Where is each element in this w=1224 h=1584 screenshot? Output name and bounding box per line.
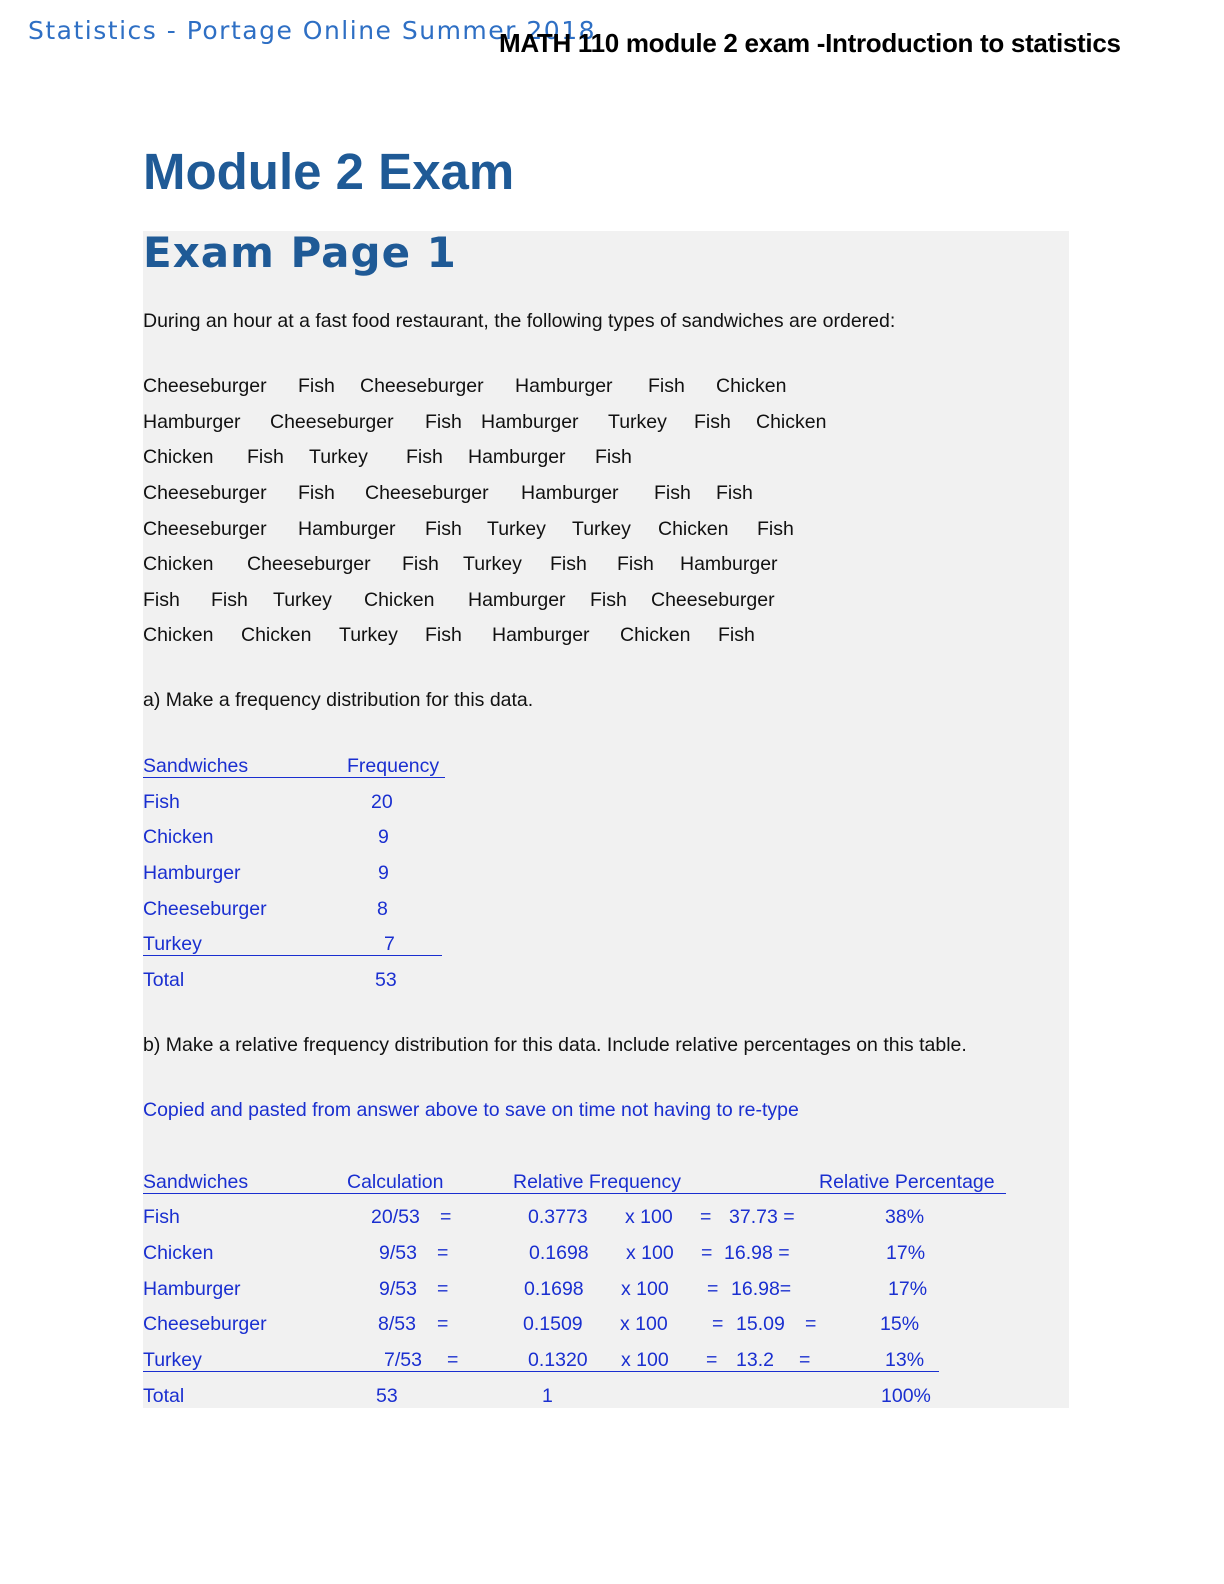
order-item: Hamburger (521, 482, 619, 504)
order-item: Hamburger (143, 411, 241, 433)
order-item: Turkey (463, 553, 522, 575)
table-cell: = (707, 1278, 719, 1300)
order-item: Cheeseburger (143, 375, 267, 397)
order-item: Chicken (143, 553, 214, 575)
table-cell: 37.73 = (729, 1206, 795, 1228)
table-cell: Total (143, 969, 185, 991)
table-cell: 16.98 = (724, 1242, 790, 1264)
table-cell: = (437, 1242, 449, 1264)
order-item: Chicken (364, 589, 435, 611)
table-cell: Hamburger (143, 1278, 241, 1300)
table-cell: Chicken (143, 826, 214, 848)
row-underline (143, 1371, 939, 1372)
table-cell: Fish (143, 791, 180, 813)
table-cell: Turkey (143, 933, 202, 955)
table-cell: 1 (542, 1385, 553, 1407)
answer-note: Copied and pasted from answer above to save on time not having to re-type (143, 1099, 799, 1121)
table-cell: 13.2 (736, 1349, 774, 1371)
table-cell: x 100 (620, 1313, 668, 1335)
table-cell: 9 (378, 826, 389, 848)
order-item: Fish (298, 482, 335, 504)
table-cell: 0.3773 (528, 1206, 588, 1228)
order-item: Cheeseburger (143, 518, 267, 540)
order-item: Turkey (572, 518, 631, 540)
table-cell: 9/53 (379, 1242, 417, 1264)
table-cell: 100% (881, 1385, 931, 1407)
order-item: Hamburger (468, 446, 566, 468)
order-item: Fish (425, 518, 462, 540)
order-item: Hamburger (515, 375, 613, 397)
order-item: Turkey (339, 624, 398, 646)
table-cell: Total (143, 1385, 185, 1407)
table-cell: 15% (880, 1313, 920, 1335)
table-cell: Chicken (143, 1242, 214, 1264)
order-item: Chicken (143, 446, 214, 468)
table-cell: 0.1698 (529, 1242, 589, 1264)
table-cell: 17% (886, 1242, 926, 1264)
order-item: Chicken (143, 624, 214, 646)
table-cell: = (437, 1278, 449, 1300)
column-header: Relative Frequency (513, 1171, 681, 1193)
order-item: Turkey (273, 589, 332, 611)
table-cell: 7 (384, 933, 395, 955)
order-item: Fish (143, 589, 180, 611)
table-cell: 16.98= (731, 1278, 792, 1300)
page-heading: Exam Page 1 (143, 228, 457, 277)
order-item: Fish (654, 482, 691, 504)
table-cell: x 100 (621, 1278, 669, 1300)
question-b: b) Make a relative frequency distribution for this data. Include relative percentages on this table. (143, 1034, 967, 1056)
table-cell: = (706, 1349, 718, 1371)
table-cell: 8 (377, 898, 388, 920)
table-cell: Turkey (143, 1349, 202, 1371)
order-item: Hamburger (680, 553, 778, 575)
order-item: Fish (757, 518, 794, 540)
table-cell: 53 (376, 1385, 398, 1407)
order-item: Chicken (716, 375, 787, 397)
table-cell: Fish (143, 1206, 180, 1228)
table-cell: 20/53 (371, 1206, 420, 1228)
row-underline (143, 955, 442, 956)
order-item: Hamburger (492, 624, 590, 646)
table-cell: 13% (885, 1349, 925, 1371)
table-cell: = (700, 1206, 712, 1228)
order-item: Fish (617, 553, 654, 575)
order-item: Fish (550, 553, 587, 575)
table-cell: 15.09 (736, 1313, 785, 1335)
exam-header: MATH 110 module 2 exam -Introduction to statistics (499, 28, 1121, 58)
table-cell: = (440, 1206, 452, 1228)
table-cell: Cheeseburger (143, 898, 267, 920)
table-cell: 20 (371, 791, 393, 813)
order-item: Cheeseburger (247, 553, 371, 575)
course-header: Statistics - Portage Online Summer 2018 (28, 16, 597, 45)
table-cell: x 100 (626, 1242, 674, 1264)
table-cell: 7/53 (384, 1349, 422, 1371)
order-item: Fish (406, 446, 443, 468)
table-cell: = (701, 1242, 713, 1264)
order-item: Fish (716, 482, 753, 504)
exam-content-panel (143, 231, 1069, 1408)
document-title: Module 2 Exam (143, 143, 515, 200)
column-header: Relative Percentage (819, 1171, 995, 1193)
table-cell: 9/53 (379, 1278, 417, 1300)
order-item: Chicken (658, 518, 729, 540)
order-item: Cheeseburger (360, 375, 484, 397)
table-cell: 0.1509 (523, 1313, 583, 1335)
table-cell: = (437, 1313, 449, 1335)
table-cell: 8/53 (378, 1313, 416, 1335)
order-item: Chicken (241, 624, 312, 646)
order-item: Fish (590, 589, 627, 611)
order-item: Fish (648, 375, 685, 397)
order-item: Fish (402, 553, 439, 575)
order-item: Turkey (487, 518, 546, 540)
table-cell: 0.1698 (524, 1278, 584, 1300)
order-item: Fish (718, 624, 755, 646)
table-cell: 0.1320 (528, 1349, 588, 1371)
order-item: Fish (425, 624, 462, 646)
column-header: Calculation (347, 1171, 444, 1193)
order-item: Turkey (309, 446, 368, 468)
table-cell: = (799, 1349, 811, 1371)
order-item: Cheeseburger (651, 589, 775, 611)
header-underline (143, 777, 445, 778)
order-item: Hamburger (468, 589, 566, 611)
table-cell: 9 (378, 862, 389, 884)
table-cell: x 100 (621, 1349, 669, 1371)
order-item: Fish (694, 411, 731, 433)
table-cell: Hamburger (143, 862, 241, 884)
order-item: Cheeseburger (270, 411, 394, 433)
order-item: Turkey (608, 411, 667, 433)
question-a: a) Make a frequency distribution for this data. (143, 689, 534, 711)
order-item: Hamburger (298, 518, 396, 540)
table-cell: 53 (375, 969, 397, 991)
column-header: Sandwiches (143, 1171, 249, 1193)
table-cell: x 100 (625, 1206, 673, 1228)
table-cell: = (447, 1349, 459, 1371)
order-item: Hamburger (481, 411, 579, 433)
table-cell: Cheeseburger (143, 1313, 267, 1335)
table-cell: 38% (885, 1206, 925, 1228)
order-item: Fish (298, 375, 335, 397)
order-item: Fish (425, 411, 462, 433)
order-item: Chicken (620, 624, 691, 646)
order-item: Chicken (756, 411, 827, 433)
order-item: Cheeseburger (365, 482, 489, 504)
table-cell: 17% (888, 1278, 928, 1300)
header-underline (143, 1193, 1006, 1194)
table-cell: = (712, 1313, 724, 1335)
order-item: Cheeseburger (143, 482, 267, 504)
intro-text: During an hour at a fast food restaurant, the following types of sandwiches are ordered: (143, 310, 896, 332)
order-item: Fish (211, 589, 248, 611)
order-item: Fish (247, 446, 284, 468)
column-header: Sandwiches (143, 755, 249, 777)
table-cell: = (805, 1313, 817, 1335)
column-header: Frequency (347, 755, 440, 777)
order-item: Fish (595, 446, 632, 468)
